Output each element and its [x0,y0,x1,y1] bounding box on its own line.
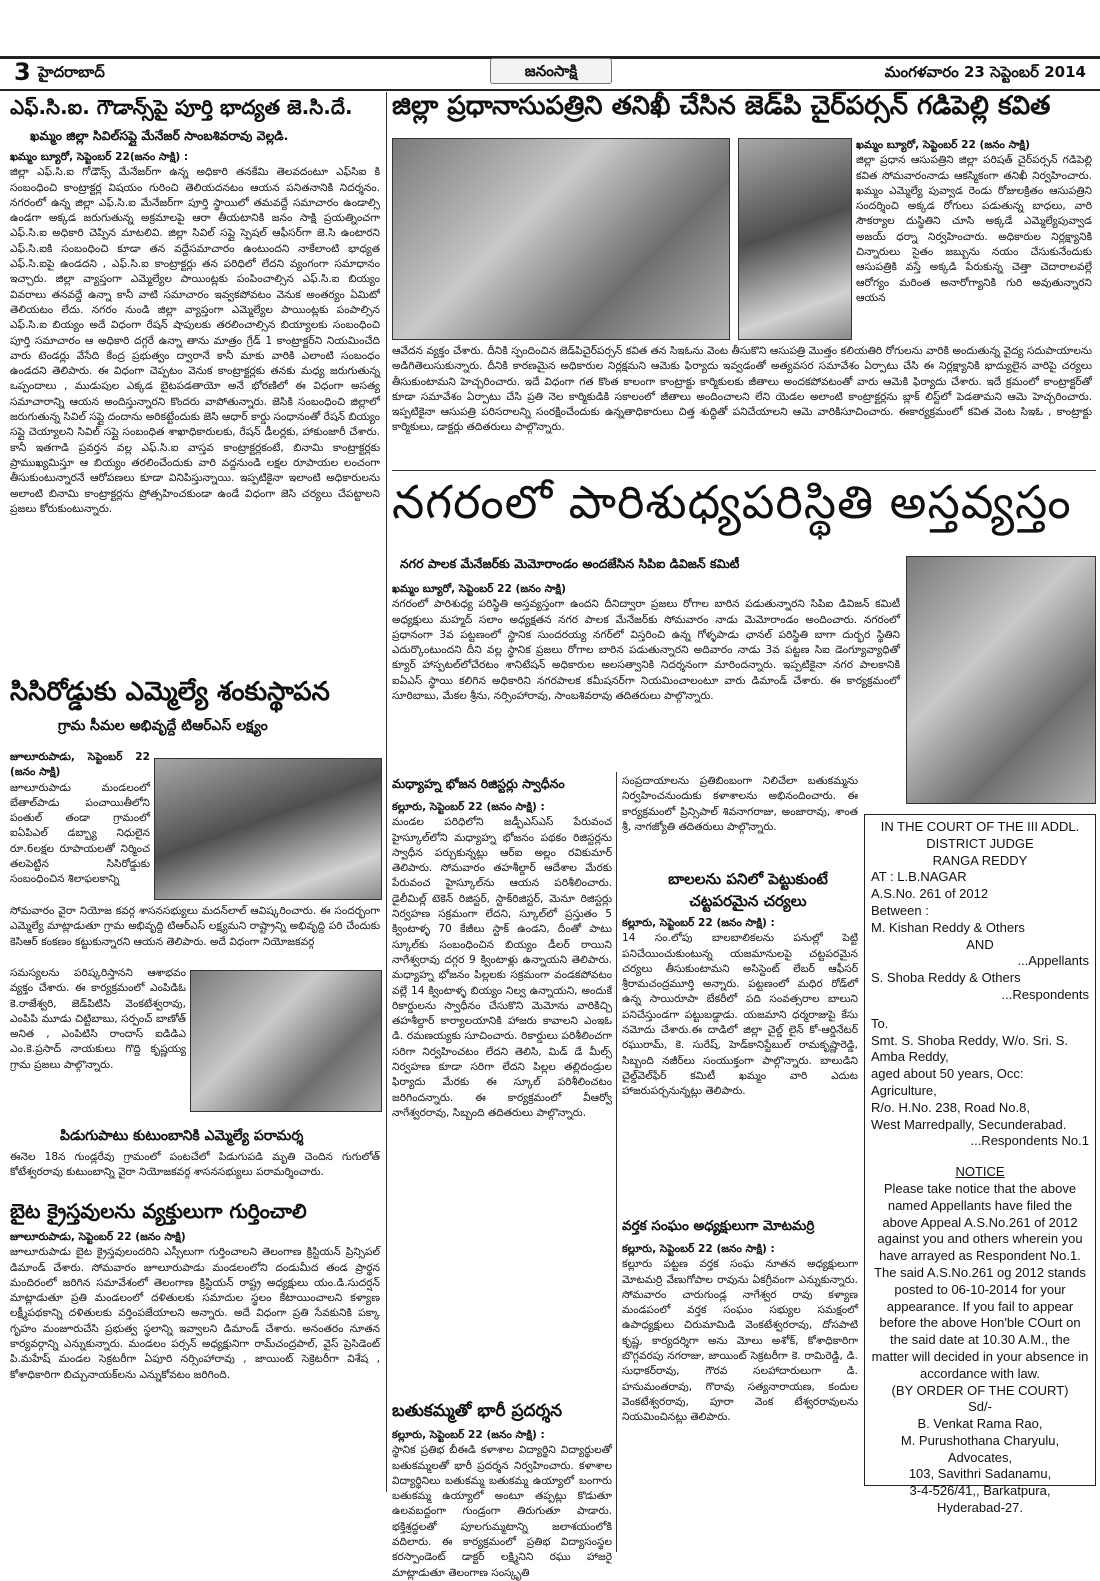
hospital-body-side [856,138,1092,343]
paper-logo: జనంసాక్షి [490,58,612,84]
sisirodu-body-mid: సోమవారం వైరా నియోజ కవర్గ శాసనసభ్యులు మదన్‌లాల్‌ ఆవిష్కరించారు. ఈ సందర్భంగా ఎమ్మెల్యే మాట్లాడుతూ గ్రామ అభివృద్ది టిఆర్‌ఎస్‌ లక్ష్యమని రాష్ట్రాన్ని అభివృద్ది పరి చేందుకు కెసిఆర్‌ కంకణం కట్టుకున్నారని ఆయన తెలిపారు. అదే విధంగా నియోజకవర్గ [10,905,380,948]
hospital-photo-2 [738,138,852,340]
notice-between: Between : [871,902,929,918]
page-number: 3 [14,58,31,86]
sanitation-subhead: నగర పాలక మేనేజర్‌కు మెమోరాండం అందజేసిన సిపిఐ డివిజన్‌ కమిటీ [400,556,740,571]
notice-to: To. [871,1015,889,1031]
fci-dateline: ఖమ్మం బ్యూరో, సెప్టెంబర్‌ 22(జనం సాక్షి) : [10,151,189,163]
bathukamma-text: స్థానిక ప్రతిభ బీఈడి కళాశాల విద్యార్థిని విద్యార్థులతో బతుకమ్మలతో భారీ ప్రదర్శన నిర్వహించారు. కళాశాల విద్యార్థినిలు బతుకమ్మ బతుకమ్మ ఉయ్యాలో బంగారు బతుకమ్మ ఉయ్యాలో అంటూ తప్పట్లు కొడుతూ ఉలవబద్దంగా గుండ్రంగా తిరుగుతూ పాడారు. భక్తిశ్రద్ధలతో పూలగుమ్మటాన్ని జలాశయంలోకి వదిలారు. ఈ కార్యక్రమంలో ప్రతిభ విద్యాసంస్థల కరస్పాండెంట్‌ డాక్టర్‌ లక్ష్మినిని రఘు హాజరై మాట్లాడుతూ తెలంగాణ సంస్కృతి [392,1444,612,1579]
section-rule [392,470,1096,471]
midday-dateline: కల్లూరు, సెప్టెంబర్‌ 22 (జనం సాక్షి) : [392,801,545,813]
notice-title: NOTICE [955,1164,1005,1180]
culture-body: సంప్రదాయాలను ప్రతిబింబంగా నిలిచేలా బతుకమ్మను నిర్వహించనుందుకు కళాశాలను అభినందించారు. ఈ కార్యక్రమంలో ప్రిన్సిపాల్‌ శివనాగరాజు, అంజారావు, శాంత శ్రీ, నాగజ్యోతి తదితరులు పాల్గొన్నారు. [622,775,858,833]
christians-headline: బైట క్రైస్తవులను వ్యక్తులుగా గుర్తించాలి [10,1199,307,1223]
bathukamma-body [392,1428,612,1579]
notice-adv-6: Hyderabad-27. [937,1500,1023,1516]
sisirodu-body-top [10,750,150,902]
hospital-text-side: జిల్లా ప్రధాన ఆసుపత్రిని జిల్లా పరిషత్‌ చైర్‌పర్సన్‌ గడిపెల్లి కవిత సోమవారంనాడు ఆకస్మికంగా తనిఖీ నిర్వహించారు. ఖమ్మం ఎమ్మెల్యే పువ్వాడ రెండు రోజులక్రితం ఆసుపత్రిని సందర్శించి అక్కడ రోగులు పడుతున్న బాధలు, వారి సౌకర్యాల దుస్థితిని చూసి అక్కడే ఎమ్మెల్యేపువ్వాడ అజయ్‌ ధర్నా నిర్వహించారు. అధికారుల నిర్లక్ష్యానికి చిన్నారులు సైతం జబ్బును నయం చేసుకునేందుకు ఆసుపత్రికి వస్తే అక్కడి పేరుకున్న చెత్తా చెదారాలవల్లే ఆరోగ్యం మరింత అనారోగ్యానికి గురి అవుతున్నారని ఆయన [856,154,1092,304]
notice-addr-6: West Marredpally, Secunderabad. [871,1116,1067,1132]
column-rule [386,92,387,1492]
christians-dateline: జూలూరుపాడు, సెప్టెంబర్‌ 22 (జనం సాక్షి) [10,1231,186,1243]
childlabour-body [622,916,858,1212]
hospital-headline: జిల్లా ప్రధానాసుపత్రిని తనిఖీ చేసిన జెడ్‌పి చైర్‌పర్సన్‌ గడిపెల్లి కవిత [392,91,1051,121]
notice-adv-2: M. Purushothana Charyulu, [900,1432,1060,1448]
lightning-body: ఈనెల 18న గుండ్లరేవు గ్రామంలో పంటచేలో పిడుగుపడి మృతి చెందిన గుగులోత్‌ కోటేశ్వరరావు కుటుంబాన్ని వైరా నియోజకవర్గ శాసనసభ్యులు పరామర్శించారు. [10,1151,380,1179]
notice-court-2: DISTRICT JUDGE [926,835,1034,851]
bathukamma-headline: బతుకమ్మతో భారీ ప్రదర్శన [392,1401,563,1421]
hospital-photo-1 [392,138,730,340]
midday-body [392,800,612,1390]
traders-body [622,1242,858,1547]
notice-addr-4: Agriculture, [871,1082,937,1098]
notice-addr-1: Smt. S. Shoba Reddy, W/o. Sri. S. [871,1032,1068,1048]
notice-at: AT : L.B.NAGAR [871,869,967,885]
column-rule-2 [616,772,617,1552]
notice-respondents: ...Respondents [1001,986,1089,1002]
fci-headline: ఎఫ్‌.సి.ఐ. గౌడాన్స్‌పై పూర్తి భాద్యత జె.సి.దే. [10,95,353,119]
sisirodu-dateline: జూలూరుపాడు, సెప్టెంబర్‌ 22 (జనం సాక్షి) [10,751,150,779]
childlabour-dateline: కల్లూరు, సెప్టెంబర్‌ 22 (జనం సాక్షి) : [622,917,775,929]
hospital-dateline: ఖమ్మం బ్యూరో, సెప్టెంబర్‌ 22 (జనం సాక్షి) [856,139,1030,151]
sisirodu-text-top: జూలూరుపాడు మండలంలో బేతాల్‌పాడు పంచాయితీలోని పంతుల్‌ తండా గ్రామంలో ఐఏపిఎల్‌ డబ్బ్యా నిధులైన రూ.6లక్షల రూపాయలతో నిర్మించ తలపెట్టిన సిసిరోడ్డుకు సంబంధించిన శిలాఫలకాన్ని [10,781,150,886]
notice-adv-5: 3-4-526/41,, Barkatpura, [909,1483,1051,1499]
hospital-body-wide: ఆవేదన వ్యక్తం చేశారు. దీనికి స్పందించిన జెడ్‌పిచైర్‌పర్సన్‌ కవిత తన సిఇఓను వెంట తీసుకొని ఆసుపత్రి మొత్తం కలియతిరి రోగులను వారికి అందుతున్న వైద్య సదుపాయాలను అడిగితెలుసుకున్నారు. దీనికి కారణమైన అధికారుల నిర్లక్షమని ఆమెకు ఫిర్యాదు ఇవ్వడంతో అత్యవసర సమావేశం ఏర్పాటు చేసి ఈ నిర్లక్ష్యానికి భాద్యులైన వారిపై చర్యలు తీసుకుంటామని హెచ్చరించారు. ఇదే విధంగా గత కొంత కాలంగా కాంట్రాక్టు కార్మికులకు జీతాలు అందకపోవటంతో వారు ఆమెకి ఫిర్యాదు చేశారు. ఇదే క్రమంలో కాంట్రాక్టర్‌తో కూడా సమావేశం ఏర్పాటు చేసి ప్రతి నెల కార్మికుడికి సకాలంలో జీతాలు అందించాలని లేని యెడల అలాంటి కాంట్రాక్టర్లను బ్లాక్‌ లిస్ట్‌లో పెడతామని ఆమె హెచ్చరించారు. ఇప్పటికైనా ఆసుపత్రి పరిసరాలన్ని సంరక్షించేందుకు ఉన్నతాధికారులు చిత్త శుద్ధితో పనిచేయాలని ఆమె వారికిసూచించారు. ఈకార్యక్రమంలో కవిత వెంట సిఇఓ , కాంట్రాక్టు కార్మికులు, డాక్టర్లు తదితరులు పాల్గొన్నారు. [392,345,1092,434]
notice-adv-4: 103, Savithri Sadanamu, [908,1466,1052,1482]
notice-order: (BY ORDER OF THE COURT) [891,1382,1069,1398]
sanitation-dateline: ఖమ్మం బ్యూరో, సెప్టెంబర్‌ 22 (జనం సాక్షి) [392,583,566,595]
childlabour-text: 14 సం.లోపు బాలబాలికలను పనుల్లో పెట్టి పనిచేయించుకుంటున్న యజమానులపై చట్టపరమైన చర్యలు తీసుకుంటామని అసిస్టెంట్‌ లేబర్‌ ఆఫీసర్‌ శ్రీరామచంద్రమూర్తి అన్నారు. పట్టణంలో మధిర రోడ్‌లో ఉన్న సాయిరూపా బేకరీలో పది సంవత్సరాల బాలుని పనిచేస్తుండగా పట్టుబడ్డాడు. యజమాని ధర్మరాజుపై కేసు నమోదు చేశారు.ఈ దాడిలో జిల్లా చైల్డ్‌ లైన్‌ కో-ఆర్డినేటర్‌ రఘురామ్‌, కె. సురేష్‌, హెడ్‌కానిస్టేబుల్‌ రామకృష్ణారెడ్డి, సిబ్బంది నజీర్‌లు సంయుక్తంగా పాల్గొన్నారు. బాలుడిని చైల్డ్‌వెల్‌ఫేర్‌ కమిటీ ఖమ్మం వారి ఎదుట హాజరుపర్చనున్నట్లు తెలిపారు. [622,932,858,1098]
notice-appellants: ...Appellants [1017,953,1089,969]
notice-case-no: A.S.No. 261 of 2012 [871,886,989,902]
notice-respondent-no: ...Respondents No.1 [970,1133,1089,1149]
sisirodu-body-bottom: సమస్యలను పరిష్కరిస్తానని ఆశాభవం వ్యక్తం చేశారు. ఈ కార్యక్రమంలో ఎంపిడిఓ కె.రాజేశ్వరి, జెడ్‌పిటిసి వెంకటేశ్వరావు, ఎంపిపి మూడు చిట్టిబాబు, సర్పంచ్‌ బాణోత్‌ అనిత , ఎంపిటిసి రాందాస్‌ ఐడిడిఎ ఎం.కె.ప్రసాద్‌ నాయకులు గొద్ది కృష్ణయ్య గ్రామ ప్రజలు పాల్గొన్నారు. [10,967,186,1071]
fci-subhead: ఖమ్మం జిల్లా సివిల్‌సప్లై మేనేజర్‌ సాంబశివరావు వెల్లడి. [30,128,289,143]
bathukamma-dateline: కల్లూరు, సెప్టెంబర్‌ 22 (జనం సాక్షి) : [392,1429,545,1441]
court-notice [864,814,1096,1516]
notice-court-3: RANGA REDDY [932,852,1028,868]
notice-addr-2: Amba Reddy, [871,1049,949,1065]
fci-text: జిల్లా ఎఫ్‌.సి.ఐ గోడౌన్స్‌ మేనేజర్‌గా ఉన్న అధికారి తనకేమి తెలవదంటూ ఎఫ్‌సిఐ కి సంబంధించి కాంట్రాక్టర్ల విషయం గురించి తెలియదనటం ఆయన పనితనానికి నిదర్శనం. నగరంలో ఉన్న జిల్లా ఎఫ్‌.సి.ఐ మేనేజర్‌గా పూర్తి స్థాయిలో తమవద్దే సమాచారం ఉండాల్సి ఉండగా అక్కడ జరుగుతున్న అక్రమాలపై ఆరా తీయటానికి జనం సాక్షి ప్రయత్నించగా ఎఫ్‌.సి.ఐ అధికారి చెప్పిన మాటలివి. జిల్లా సివిల్‌ సప్లై స్పెషల్‌ ఆఫీసర్‌గా జె.సి ఉంటారని ఎఫ్‌.సి.ఐకి సంబంధించి కూడా తన వద్దేసమాచారం ఉంటుందని నాకేలాంటి భాధ్యత ఎఫ్‌.సి.ఐపై ఉండదని , ఎఫ్‌.సి.ఐ కాంట్రాక్టర్లు తన పరిధిలో లేదని వ్యంగంగా సమాధానం ఇచ్చారు. జిల్లా వ్యాప్తంగా ఎమ్మెల్యేల పాయింట్లకు పంపించాల్సిన ఎఫ్‌.సి.ఐ బియ్యం వివరాలు తనవద్దే ఉన్నా కానీ వాటి సమాచారం ఇవ్వకపోవటం వెనుక అంతర్యం ఏమిటో తెలియటం లేదు. నగరం నుండి జిల్లా వ్యాప్తంగా ఎమ్మెల్యేల పాయింట్లకు పంపాల్సిన ఎఫ్‌.సి.ఐ బియ్యం అదే విధంగా రేషన్‌ షాపులకు తరలించాల్సిన బియ్యాలకు సంబంధించి పూర్తి సమాచారం ఆ అధికారి దగ్గరే ఉన్నా తాను మాత్రం గ్రేడ్‌ 1 కాంట్రాక్టర్‌ని నియమించేది వారు టెండర్లు వేసేది కేంద్ర ప్రభుత్వం ద్వారానే కానీ మాకు వారికి ఎలాంటి సంబంధం ఉండదని తెలిపారు. ఈ విధంగా చెప్పటం వెనుక కాంట్రాక్టర్లకు తనకు మధ్య జరుగుతున్న ఒప్పందాలు , ముడుపుల ఎక్కడ బైటపడతాయో అనే భోరణిలో ఈ విధంగా అసత్య సమాచారాన్ని ఆయన అందిస్తున్నారని కొందరు వాపోతున్నారు. జెసికి సంబంధించి జిల్లాలో జరుగుతున్న సివిల్‌ సప్లై దందాను అరికట్టేందుకు జెసి ఆధార్‌ కార్డు సంధానంతో రేషన్‌ బియ్యం సప్లై చెయ్యాలని సివిల్‌ సప్లై సంబంధిత శాఖాధికారులకు, రేషన్‌ డీలర్లకు, హాకుంజారీ చేశారు. కానీ ఇతగాడి ప్రవర్తన వల్ల ఎఫ్‌.సి.ఐ వాస్తవ కాంట్రాక్టర్లకంటే, బినామి కాంట్రాక్టర్లకు ప్రాముఖ్యమిస్తూ ఆ బియ్యం తరలించేందుకు వారి వద్దనుండి లక్షల రూపాయల లంచంగా తీసుకుంటున్నారనే ఆరోపణలు కూడా వినిపిస్తున్నాయి. ఇప్పటికైనా ఇలాంటి అధికారులను అలాంటి బినామి కాంట్రాక్టర్లను ప్రోత్సహించకుండా ఉండే విధంగా జెసి చర్యలు చేపట్టాలని ప్రజలు కోరుకుంటున్నారు. [10,166,380,515]
traders-text: కల్లూరు పట్టణ వర్తక సంఘ నూతన అధ్యక్షులుగా మోటమర్రి వేణుగోపాల రావును ఏకగ్రీవంగా ఎన్నుకున్నారు. సోమవారం చారుగుండ్ల నాగేశ్వర రావు కళ్యాణ మండపంలో వర్తక సంఘం సభ్యుల సమక్షంలో ఉపాధ్యక్షులు చిరుమామిడి వెంకటేశ్వరరావు, దోసపాటి కృష్ణ, కార్యదర్శిగా అను మోలు అశోక్‌, కోశాధికారిగా బొగ్గవరపు నగరాజు, జాయింట్‌ సెక్రటరీగా కె. రామిరెడ్డి, డి. సుధాకర్‌రావు, గౌరవ సలహాదారులుగా డి. హనుమంతరావు, గొరావు సత్యనారాయణ, కందుల వెంకటేశ్వరరావు, పూరా వెంక టేశ్వరరావులను నియమించినట్లు తెలిపారు. [622,1258,858,1424]
sanitation-headline: నగరంలో పారిశుధ్యపరిస్థితి అస్తవ్యస్తం [392,475,1072,529]
edition-city: హైదరాబాద్‌ [38,63,105,81]
notice-text: Please take notice that the above named Appellants have filed the above Appeal A.S.No.261 of 2012 against you and others wherein you have arrayed as Respondent No.1. The said A.S.No.261 og 2012 stands posted to 06-10-2014 for your appearance. If you fail to appear before the above Hon'ble COurt on the said date at 10.30 A.M., the matter will decided in your absence in accordance with law. [871,1180,1089,1381]
notice-and: AND [966,936,994,952]
notice-sd: Sd/- [968,1399,992,1415]
notice-appellant-name: M. Kishan Reddy & Others [871,919,1025,935]
christians-body [10,1230,380,1492]
childlabour-headline-2: చట్టపరమైన చర్యలు [689,892,807,910]
sanitation-text: నగరంలో పారిశుధ్య పరిస్థితి అస్తవ్యస్తంగా ఉందని దీనిద్వారా ప్రజలు రోగాల బారిన పడుతున్నారని సిపిఐ డివిజన్‌ కమిటీ అధ్యక్షులు మహ్మద్‌ సలాం అధ్యక్షతన నగర పాలక మేనేజర్‌కు సోమవారం నాడు మెమోరాండం అందించారు. నగరంలో ప్రధానంగా 3వ పట్టణంలో స్థానిక సుందరయ్య నగర్‌లో విస్తరించి ఉన్న గోళ్ళపాడు ఛానల్‌ పరిస్థితి బాగా దుర్భర స్థితిని ఎదుర్కొంటుందని దీని వల్ల స్థానిక ప్రజలు రోగాల బారిన పడుతున్నారని అదివారం నాడు 3వ పట్టణ సిఐ డెంగ్యూవ్యాధితో క్యూర్‌ హాస్పటల్‌లోచేరటం శానిటేషన్‌ అధికారుల అలసత్వానికి నిదర్శనంగా మారిందన్నారు. ఇప్పటికైనా నగర పాలకానికి ఐఏఎస్‌ స్థాయి కలిగిన అధికారిని నగరపాలక కమీషనర్‌గా నియమించాలంటూ వారు డిమాండ్‌ చేశారు. ఈ కార్యక్రమంలో సూరిబాబు, మేకల శ్రీను, నర్సింహారావు, సాంబశివరావు తదితరులు పాల్గొన్నారు. [392,598,900,703]
sanitation-body [392,582,900,767]
traders-headline: వర్తక సంఘం అధ్యక్షులుగా మోటమర్రి [622,1218,815,1234]
sanitation-photo [906,556,1096,804]
childlabour-headline-1: బాలలను పనిలో పెట్టుకుంటే [668,870,828,888]
notice-adv-1: B. Venkat Rama Rao, [917,1416,1043,1432]
christians-text: జూలూరుపాడు బైట క్రైస్తవులందరిని ఎస్సీలుగా గుర్తించాలని తెలంగాణ క్రిస్టియన్‌ ప్రిన్సిపల్‌ డిమాండ్‌ చేశారు. సోమవారం జూలూరుపాడు మండలంలోని దండుమీద తండ ప్రార్థన మందిరంలో జరిగిన సమావేశంలో తెలంగాణ క్రిస్టియన్‌ రాష్ట్ర అధ్యక్షులు యం.డి.సుదర్షన్‌ మాట్లాడుతూ ప్రతి మండలంలో దళితులకు సమాదుల స్థలం కేటాయించాలని కళ్యాణ లక్ష్మీపథకాన్ని దళితులకు వర్తింపజేయాలని అన్నారు. అదే విధంగా ప్రతి సేవకునికి పక్కా గృహం మంజూరుచేసి ప్రభుత్వ స్థలాన్ని ఇవ్వాలని డిమాండ్‌ చేశారు. అనంతరం నూతన కార్యవర్గాన్ని ఎన్నుకున్నారు. మండలం పర్సన్‌ అధ్యక్షునిగా రామ్‌చంద్రపాల్‌, వైస్‌ ప్రెసిడెంట్‌ పి.మహేష్‌ మండల సెక్రటరీగా ఏపూరి నర్సింహారావు , జాయింట్‌ సెక్రెటరీగా విశేష , కోశాధికారిగా బిచ్చునాయక్‌లను ఎన్నుకోవటం జరిగింది. [10,1246,380,1381]
fci-body [10,150,380,675]
lightning-headline: పిడుగుపాటు కుటుంబానికి ఎమ్మెల్యే పరామర్శ [60,1128,304,1144]
sisirodu-headline: సిసిరోడ్డుకు ఎమ్మెల్యే శంకుస్థాపన [10,677,330,707]
sisirodu-photo-1 [154,758,382,900]
sisirodu-subhead: గ్రామ సీమల అభివృద్దే టిఆర్‌ఎస్‌ లక్ష్యం [58,718,268,734]
sisirodu-photo-2 [190,970,382,1112]
notice-addr-5: R/o. H.No. 238, Road No.8, [871,1099,1030,1115]
edition-date: మంగళవారం 23 సెప్టెంబర్‌ 2014 [884,63,1086,81]
notice-addr-3: aged about 50 years, Occ: [871,1066,1024,1082]
traders-dateline: కల్లూరు, సెప్టెంబర్‌ 22 (జనం సాక్షి) : [622,1243,775,1255]
notice-adv-3: Advocates, [947,1449,1013,1465]
notice-respondent-name: S. Shoba Reddy & Others [871,970,1021,986]
midday-headline: మధ్యాహ్న భోజన రిజిస్టర్లు స్వాధీనం [392,776,565,791]
notice-court-1: IN THE COURT OF THE III ADDL. [880,819,1080,834]
midday-text: మండల పరిధిలోని జడ్పీఎస్‌ఎస్‌ పేరువంచ హైస్కూల్‌లోని మధ్యాహ్న భోజనం పథకం రిజిస్టర్లను స్వాధీన పర్చుకున్నట్లు ఆర్‌ఐ అల్లం రవికుమార్‌ తెలిపారు. సోమవారం తహశీల్దార్‌ ఆదేశాల మేరకు పేరువంచ హైస్కూల్‌ను ఆయన పరిశీలించారు. డైలీమిల్ల్‌ టెకెన్‌ రిజిస్టర్‌, స్టాక్‌రిజిస్టర్‌, మెనూ రిజిస్టర్లు నిర్వహణ సక్రమంగా లేదని, స్కూల్‌లో ప్రస్తుతం 5 క్వింటాళ్ళ 70 కేజీలు స్టాక్‌ ఉండని, దీంతో పాటు స్కూల్‌కు సంబంధించిన బియ్యం డీలర్‌ రాయిని నాగేశ్వరావు దగ్గర 9 క్వింటాళ్లు ఉన్నాయని తెలిపారు. మధ్యాహ్న భోజనం పిల్లలకు సక్రమంగా వండకపోవటం వల్లే 14 క్వింటాళ్ళ బియ్యం నిల్వ ఉన్నాయని, అందుకే రికార్డులను స్వాధీనం చేసుకొని మెమోను వారికిచ్చి తహశీల్దార్‌ కార్యాలయానికి హాజరు కావాలని ఎంఇఓ డి. రమణయ్యకు సూచించారు. రికార్డులు పరిశీలించగా సరిగా నిర్వహించటం లేదని తెలిసి, మిడ్‌ డే మీల్స్‌ నిర్వహణ కూడా సరిగా లేదని పిల్లల తల్లిదండ్రుల ఫిర్యాదు మేరకు ఈ స్కూల్‌ పరిశీలించటం జరిగిందన్నారు. ఈ కార్యక్రమంలో వీఆర్వో నాగేశ్వరరావు, సిబ్బంది తదితరులు పాల్గొన్నారు. [392,816,612,1119]
